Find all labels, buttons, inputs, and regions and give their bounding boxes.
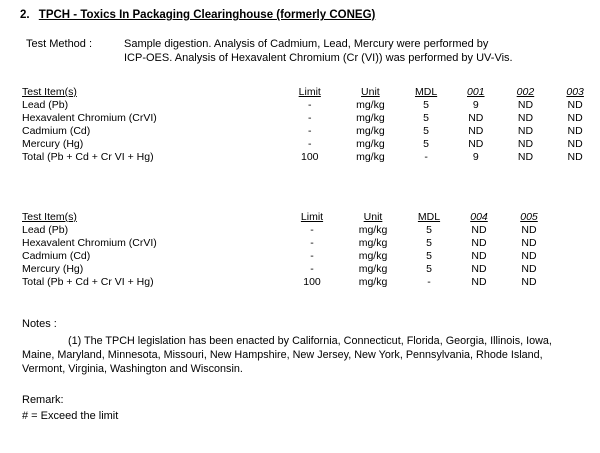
header-test-item: Test Item(s) — [22, 211, 77, 223]
cell-test-item: Total (Pb + Cd + Cr VI + Hg) — [22, 276, 154, 288]
cell-test-item: Lead (Pb) — [22, 224, 69, 236]
header-sample-002: 002 — [516, 86, 535, 98]
remark-label: Remark: — [22, 394, 64, 406]
table-row — [22, 99, 600, 112]
cell-mdl: - — [427, 276, 431, 288]
cell-mdl: 5 — [426, 263, 432, 275]
cell-result: ND — [521, 276, 537, 288]
cell-unit: mg/kg — [358, 276, 388, 288]
test-method-line-2: ICP-OES. Analysis of Hexavalent Chromium (Cr (VI)) was performed by UV-Vis. — [124, 52, 513, 64]
header-mdl: MDL — [417, 211, 441, 223]
cell-result: ND — [468, 125, 484, 137]
header-sample-004: 004 — [470, 211, 488, 223]
table-row — [22, 125, 600, 138]
header-mdl: MDL — [414, 86, 438, 98]
cell-limit: - — [310, 263, 314, 275]
cell-limit: - — [308, 112, 312, 124]
table-row — [22, 138, 600, 151]
table-row — [22, 263, 554, 276]
cell-limit: - — [308, 99, 312, 111]
cell-mdl: 5 — [423, 112, 429, 124]
notes-text: (1) The TPCH legislation has been enacted by California, Connecticut, Florida, Georgia, Illinois, Iowa, Maine, Maryland, Minnesota, Missouri, New Hampshire, New Jersey, New York, Pennsylvania, Rhode Island, Vermont, Virginia, Washington and Wisconsin. — [22, 335, 552, 375]
cell-result: ND — [521, 224, 537, 236]
cell-test-item: Hexavalent Chromium (CrVI) — [22, 237, 157, 249]
header-sample-005: 005 — [520, 211, 538, 223]
cell-result: ND — [521, 263, 537, 275]
cell-result: 9 — [472, 99, 479, 111]
cell-result: ND — [567, 112, 583, 124]
table-row — [22, 250, 554, 263]
cell-mdl: 5 — [423, 125, 429, 137]
section-heading — [20, 9, 375, 21]
table-header-row — [22, 211, 554, 224]
header-unit: Unit — [361, 86, 380, 98]
cell-result: ND — [567, 151, 583, 163]
results-table-1 — [22, 86, 600, 164]
cell-result: ND — [567, 138, 583, 150]
cell-unit: mg/kg — [358, 224, 388, 236]
cell-mdl: 5 — [426, 237, 432, 249]
cell-result: ND — [517, 151, 534, 163]
cell-unit: mg/kg — [356, 112, 385, 124]
table-row — [22, 224, 554, 237]
cell-limit: - — [310, 237, 314, 249]
cell-result: ND — [567, 99, 583, 111]
table-row-total — [22, 276, 554, 289]
cell-mdl: 5 — [426, 224, 432, 236]
cell-result: ND — [521, 237, 537, 249]
cell-unit: mg/kg — [356, 151, 385, 163]
cell-result: ND — [517, 112, 534, 124]
results-table-2 — [22, 211, 554, 289]
cell-unit: mg/kg — [356, 99, 385, 111]
cell-limit: 100 — [300, 151, 319, 163]
cell-result: 9 — [472, 151, 479, 163]
test-method-line-1: Sample digestion. Analysis of Cadmium, Lead, Mercury were performed by — [124, 38, 489, 50]
table-row — [22, 237, 554, 250]
cell-result: ND — [471, 263, 487, 275]
cell-result: ND — [521, 250, 537, 262]
table-header-row — [22, 86, 600, 99]
cell-limit: - — [308, 138, 312, 150]
cell-test-item: Cadmium (Cd) — [22, 125, 91, 137]
cell-result: ND — [468, 112, 484, 124]
cell-mdl: 5 — [426, 250, 432, 262]
table-row — [22, 112, 600, 125]
test-method-label: Test Method : — [26, 38, 93, 50]
cell-mdl: - — [424, 151, 428, 163]
cell-result: ND — [517, 99, 534, 111]
table-row-total — [22, 151, 600, 164]
cell-test-item: Mercury (Hg) — [22, 263, 84, 275]
cell-result: ND — [468, 138, 484, 150]
notes-label: Notes : — [22, 318, 57, 330]
cell-result: ND — [471, 224, 487, 236]
cell-result: ND — [471, 237, 487, 249]
cell-unit: mg/kg — [358, 263, 388, 275]
cell-unit: mg/kg — [358, 250, 388, 262]
cell-mdl: 5 — [423, 99, 429, 111]
cell-result: ND — [517, 138, 534, 150]
cell-test-item: Hexavalent Chromium (CrVI) — [22, 112, 157, 124]
cell-result: ND — [517, 125, 534, 137]
cell-result: ND — [471, 250, 487, 262]
header-limit: Limit — [300, 211, 324, 223]
section-number: 2. — [20, 9, 30, 21]
cell-unit: mg/kg — [356, 138, 385, 150]
remark-text: # = Exceed the limit — [22, 410, 119, 422]
cell-result: ND — [567, 125, 583, 137]
section-title: TPCH - Toxics In Packaging Clearinghouse (formerly CONEG) — [38, 9, 376, 21]
cell-limit: - — [310, 224, 314, 236]
header-sample-001: 001 — [467, 86, 485, 98]
header-test-item: Test Item(s) — [22, 86, 77, 98]
cell-mdl: 5 — [423, 138, 429, 150]
header-sample-003: 003 — [566, 86, 584, 98]
cell-limit: - — [310, 250, 314, 262]
cell-test-item: Total (Pb + Cd + Cr VI + Hg) — [22, 151, 154, 163]
cell-unit: mg/kg — [356, 125, 385, 137]
header-unit: Unit — [363, 211, 383, 223]
cell-test-item: Mercury (Hg) — [22, 138, 84, 150]
cell-test-item: Lead (Pb) — [22, 99, 69, 111]
header-limit: Limit — [298, 86, 321, 98]
cell-limit: - — [308, 125, 312, 137]
cell-result: ND — [471, 276, 487, 288]
cell-unit: mg/kg — [358, 237, 388, 249]
cell-limit: 100 — [303, 276, 321, 288]
cell-test-item: Cadmium (Cd) — [22, 250, 91, 262]
